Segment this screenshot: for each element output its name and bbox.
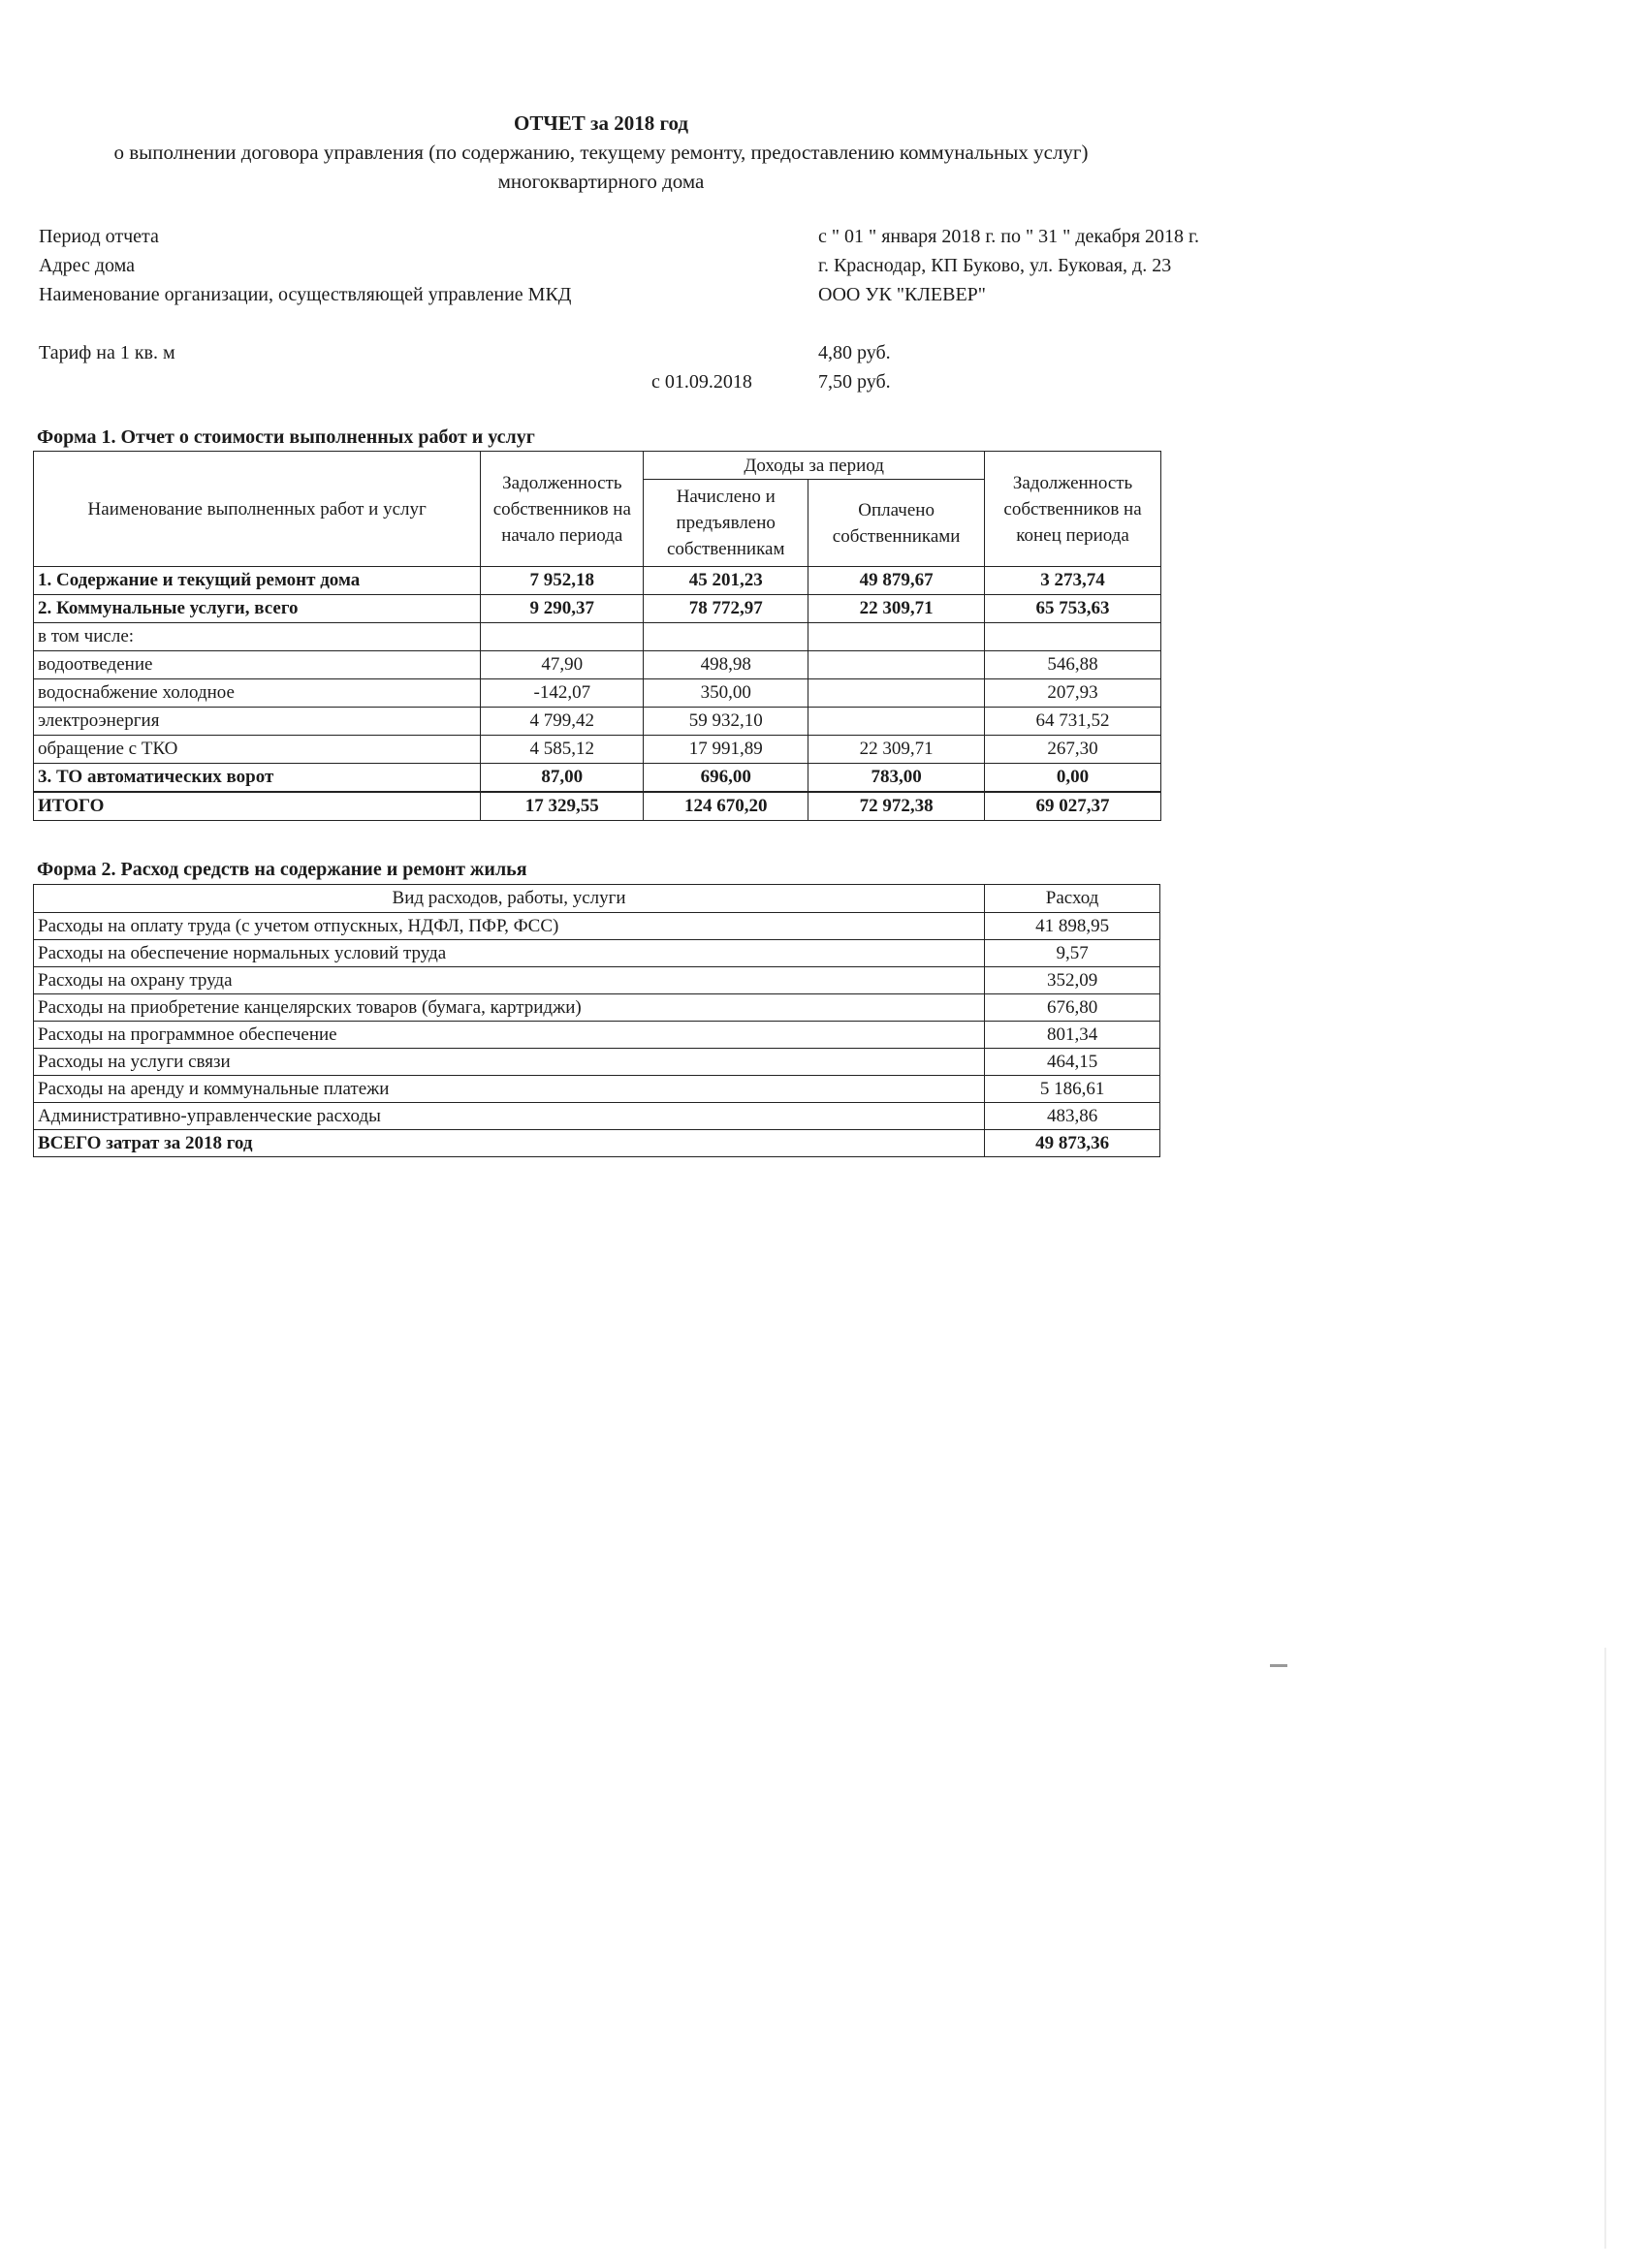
expense-amount: 41 898,95 [985,913,1160,940]
row-charged: 45 201,23 [644,567,808,595]
period-value: с " 01 " января 2018 г. по " 31 " декабря 2018 г. [818,226,1200,247]
table-row [34,764,1161,793]
organization-value: ООО УК "КЛЕВЕР" [818,284,986,305]
address-label: Адрес дома [39,255,136,276]
expense-type: Расходы на охрану труда [34,967,985,994]
header-expense-amount: Расход [985,885,1160,913]
tariff-new-value: 7,50 руб. [818,371,891,393]
scan-mark [1270,1664,1287,1667]
table-row [34,967,1160,994]
address-value: г. Краснодар, КП Буково, ул. Буковая, д. 23 [818,255,1172,276]
expense-amount: 464,15 [985,1049,1160,1076]
row-paid [808,623,985,651]
table-row [34,708,1161,736]
tariff-change-date: с 01.09.2018 [651,371,752,393]
row-debt-start [481,623,644,651]
row-debt-end: 207,93 [985,679,1161,708]
header-debt-start: Задолженность собственников на начало периода [481,452,644,567]
row-debt-start: 87,00 [481,764,644,793]
expense-type: Расходы на приобретение канцелярских товаров (бумага, картриджи) [34,994,985,1022]
row-charged: 124 670,20 [644,792,808,821]
form1-table [33,451,1161,821]
form2-title: Форма 2. Расход средств на содержание и ремонт жилья [37,859,527,880]
expense-amount: 9,57 [985,940,1160,967]
report-subtitle-line2: многоквартирного дома [497,170,705,193]
expense-amount: 49 873,36 [985,1130,1160,1157]
row-debt-end: 546,88 [985,651,1161,679]
header-debt-end: Задолженность собственников на конец периода [985,452,1161,567]
row-debt-start: 9 290,37 [481,595,644,623]
table-row [34,1049,1160,1076]
row-name: электроэнергия [34,708,481,736]
expense-type: ВСЕГО затрат за 2018 год [34,1130,985,1157]
row-charged: 78 772,97 [644,595,808,623]
header-paid: Оплачено собственниками [808,480,985,567]
row-debt-end [985,623,1161,651]
row-name: водоотведение [34,651,481,679]
row-debt-start: -142,07 [481,679,644,708]
organization-label: Наименование организации, осуществляющей управление МКД [39,284,572,305]
row-debt-end: 65 753,63 [985,595,1161,623]
row-debt-start: 47,90 [481,651,644,679]
row-debt-start: 4 585,12 [481,736,644,764]
expense-type: Расходы на обеспечение нормальных условий труда [34,940,985,967]
table-row [34,913,1160,940]
row-debt-end: 267,30 [985,736,1161,764]
total-row [34,1130,1160,1157]
expense-type: Административно-управленческие расходы [34,1103,985,1130]
table-row [34,679,1161,708]
row-paid [808,708,985,736]
row-name: 3. ТО автоматических ворот [34,764,481,793]
total-row [34,792,1161,821]
expense-amount: 676,80 [985,994,1160,1022]
expense-type: Расходы на программное обеспечение [34,1022,985,1049]
row-paid: 22 309,71 [808,595,985,623]
row-name: обращение с ТКО [34,736,481,764]
row-paid: 49 879,67 [808,567,985,595]
header-income: Доходы за период [644,452,985,480]
table-row [34,736,1161,764]
table-row [34,1076,1160,1103]
table-row [34,651,1161,679]
table-row [34,940,1160,967]
row-debt-start: 4 799,42 [481,708,644,736]
row-charged: 17 991,89 [644,736,808,764]
row-debt-start: 7 952,18 [481,567,644,595]
row-name: в том числе: [34,623,481,651]
period-label: Период отчета [39,226,159,247]
report-title: ОТЧЕТ за 2018 год [514,111,688,135]
row-debt-start: 17 329,55 [481,792,644,821]
report-header [0,109,1202,196]
row-debt-end: 0,00 [985,764,1161,793]
row-paid: 72 972,38 [808,792,985,821]
table-row [34,595,1161,623]
expense-amount: 352,09 [985,967,1160,994]
table-row [34,1022,1160,1049]
row-debt-end: 64 731,52 [985,708,1161,736]
row-name: 2. Коммунальные услуги, всего [34,595,481,623]
header-charged: Начислено и предъявлено собственникам [644,480,808,567]
tariff-value: 4,80 руб. [818,342,891,363]
report-subtitle-line1: о выполнении договора управления (по содержанию, текущему ремонту, предоставлению коммунальных услуг) [113,141,1089,164]
row-paid [808,679,985,708]
form2-table [33,884,1160,1157]
row-charged: 498,98 [644,651,808,679]
row-charged [644,623,808,651]
table-row [34,623,1161,651]
row-name: водоснабжение холодное [34,679,481,708]
expense-amount: 483,86 [985,1103,1160,1130]
row-debt-end: 69 027,37 [985,792,1161,821]
row-paid: 22 309,71 [808,736,985,764]
expense-amount: 5 186,61 [985,1076,1160,1103]
tariff-label: Тариф на 1 кв. м [39,342,175,363]
table-row [34,1103,1160,1130]
expense-amount: 801,34 [985,1022,1160,1049]
expense-type: Расходы на оплату труда (с учетом отпускных, НДФЛ, ПФР, ФСС) [34,913,985,940]
table-row [34,567,1161,595]
expense-type: Расходы на аренду и коммунальные платежи [34,1076,985,1103]
header-service-name: Наименование выполненных работ и услуг [34,452,481,567]
row-paid [808,651,985,679]
row-name: ИТОГО [34,792,481,821]
row-debt-end: 3 273,74 [985,567,1161,595]
row-name: 1. Содержание и текущий ремонт дома [34,567,481,595]
row-charged: 696,00 [644,764,808,793]
row-charged: 350,00 [644,679,808,708]
row-paid: 783,00 [808,764,985,793]
table-row [34,994,1160,1022]
expense-type: Расходы на услуги связи [34,1049,985,1076]
header-expense-type: Вид расходов, работы, услуги [34,885,985,913]
scan-edge [1604,1648,1606,2249]
form1-title: Форма 1. Отчет о стоимости выполненных работ и услуг [37,426,535,448]
row-charged: 59 932,10 [644,708,808,736]
